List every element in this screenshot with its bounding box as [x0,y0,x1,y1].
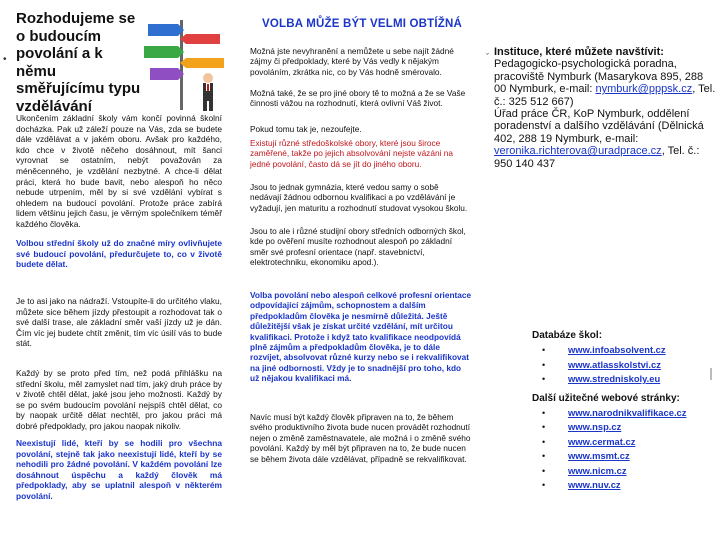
institutions-block [494,46,716,170]
list-item [532,372,710,387]
left-paragraph-5-highlight: Neexistují lidé, kteří by se hodili pro všechna povolání, stejně tak jako neexistují lidé, kteří by se nehodili pro žádné povolání. V každém povolání lze dosáhnout úspěchu a každý člověk má předpoklady, aby se uplatnil alespoň v některém povolání. [16,438,222,501]
institution-ppp-phone: , Tel. č.: 325 512 667) [494,83,716,108]
link-narodnikvalifikace[interactable]: www.narodnikvalifikace.cz [568,406,687,418]
left-title: Rozhodujeme se o budoucím povolání a k němu směřujícímu typu vzdělávání [16,10,141,115]
left-paragraph-1: Ukončením základní školy vám končí povinná školní docházka. Pak už záleží pouze na Vás, zda se budete dále vzdělávat a v jakém oboru. Avšak pro každého, kdo chce v životě něčeho dosáhnout, mít šanci vyrovnat se ostatním, nebýt považován za méněcenného, je vzdělání nezbytné. A chce-li dělat práci, která ho bude bavit, nebo alespoň ho něco nebude utrpením, měl by si své vzdělání vybírat s ohledem na budoucí povolání. Protože práce zabírá lidem většinu jejich času, je věrným společníkem téměř každého člověka. [16,113,222,229]
bullet-icon: • [542,374,546,384]
middle-paragraph-2: Možná také, že se pro jiné obory tě to možná a že se Vaše činnosti vážou na rozhodnutí, která ovlivní Váš život. [250,88,466,109]
middle-paragraph-7-highlight: Volba povolání nebo alespoň celkové profesní orientace odpovídající zájmům, schopnostem a dalším předpokladům člověka je nesmírně důležitá. Ještě důležitější však je získat určité vzdělání, mít určitou kvalifikaci. Protože i když tato kvalifikace neodpovídá plně zájmům a předpokladům člověka, je to dále rozvíjet, absolvovat různé kurzy nebo se i rekvalifikovat na jiné odbornosti. Vždy je to snadnější pro toho, kdo už nějakou kvalifikaci má. [250,290,472,384]
edge-mark [710,368,712,380]
middle-column [236,0,476,540]
email-link-up[interactable]: veronika.richterova@uradprace.cz [494,145,662,158]
middle-paragraph-3: Pokud tomu tak je, nezoufejte. [250,124,362,134]
middle-title: VOLBA MŮŽE BÝT VELMI OBTÍŽNÁ [262,18,463,30]
link-cermat[interactable]: www.cermat.cz [568,435,636,447]
list-item [532,343,710,358]
bullet-icon: • [542,407,546,418]
institutions-heading: Instituce, které můžete navštívit: [494,46,664,58]
institution-ppp-text: Pedagogicko-psychologická poradna, pracoviště Nymburk (Masarykova 895, 288 00 Nymburk, e-mail: [494,58,704,96]
bullet-icon: • [542,465,546,476]
list-item [532,478,710,493]
list-item [532,406,710,421]
signpost-arrows [144,24,224,80]
bullet-icon: • [542,436,546,447]
bullet-icon: • [542,359,546,370]
link-nuv[interactable]: www.nuv.cz [568,479,621,490]
list-item [532,464,710,479]
left-paragraph-3: Je to asi jako na nádraží. Vstoupíte-li do určitého vlaku, můžete sice během jízdy přestoupit a rozhodovat tak o své další trase, ale základní směr vaší jízdy už je dán. Čím víc jej budete chtít změnit, tím víc úsilí vás to bude stát. [16,296,222,349]
bullet-icon: • [542,480,546,490]
institution-up-phone: , Tel. č.: 950 140 437 [494,145,700,170]
bullet-icon: • [542,345,546,355]
left-paragraph-2-highlight: Volbou střední školy už do značné míry ovlivňujete své budoucí povolání, předurčujete to, co v životě budete dělat. [16,238,222,270]
list-item [532,358,710,373]
email-link-ppp[interactable]: nymburk@pppsk.cz [595,83,693,96]
left-column [0,0,236,540]
bullet-icon: • [542,451,546,461]
link-nicm[interactable]: www.nicm.cz [568,464,627,476]
left-paragraph-4: Každý by se proto před tím, než podá přihlášku na střední školu, měl zamyslet nad tím, jaký druh práce by v životě chtěl dělat, jaké jsou jeho možnosti. Každý by se po svém budoucím povolání nejspíš chtěl dělat, co by naopak určitě dělat nechtěl, pro jakou práci má dobré předpoklady, pro jakou naopak nikoliv. [16,368,222,431]
institution-up-text: Úřad práce ČR, KoP Nymburk, oddělení poradenství a dalšího vzdělávání (Dělnická 402, 288 19 Nymburk, e-mail: [494,108,704,145]
links-box [532,330,710,499]
link-msmt[interactable]: www.msmt.cz [568,450,630,461]
right-column [476,0,720,540]
web-links-heading: Další užitečné webové stránky: [532,392,680,404]
list-item [532,420,710,435]
signpost-illustration [140,12,230,112]
database-heading: Databáze škol: [532,330,603,341]
person-figure [203,73,213,111]
database-list [532,343,710,387]
middle-paragraph-5: Jsou to jednak gymnázia, které vedou samy o sobě nedávají žádnou odbornou kvalifikaci a po vzdělávání je vyžadují, jen maturitu a rozhodnutí studovat vysokou školu. [250,182,468,213]
middle-paragraph-4-red: Existují různé středoškolské obory, které jsou široce zaměřené, takže po jejich absolvování nejste vázáni na jedné povolání, často dá se jít do jiného oboru. [250,138,453,169]
list-item [532,449,710,464]
middle-paragraph-6: Jsou to ale i různé studijní obory středních odborných škol, kde po ověření musíte rozhodnout alespoň po základní směr své profesní orientace (např. stavebnictví, elektrotechniku, ekonomiku apod.). [250,226,466,268]
link-nsp[interactable]: www.nsp.cz [568,421,622,432]
bullet-marker: • [3,54,7,65]
tick-mark: ˇ [486,52,489,62]
list-item [532,435,710,450]
bullet-icon: • [542,422,546,432]
middle-paragraph-1: Možná jste nevyhranění a nemůžete u sebe najít žádné zájmy či předpoklady, které by Vás vedly k nějakým povoláním, zkrátka nic, co by Vás hodně smérovalo. [250,46,454,77]
link-infoabsolvent[interactable]: www.infoabsolvent.cz [568,344,666,355]
web-links-list [532,406,710,493]
middle-paragraph-8: Navíc musí být každý člověk připraven na to, že během svého produktivního života bude nucen provádět rozhodnutí nejen o změně zaměstnavatele, ale možná i o změně svého povolání. Každý by měl být připraven na to, že bude nucen se během života dále vzdělávat, případně se rekvalifikovat. [250,412,471,464]
link-atlasskolstvi[interactable]: www.atlasskolstvi.cz [568,358,661,370]
link-stredniskoly[interactable]: www.stredniskoly.eu [568,373,661,384]
